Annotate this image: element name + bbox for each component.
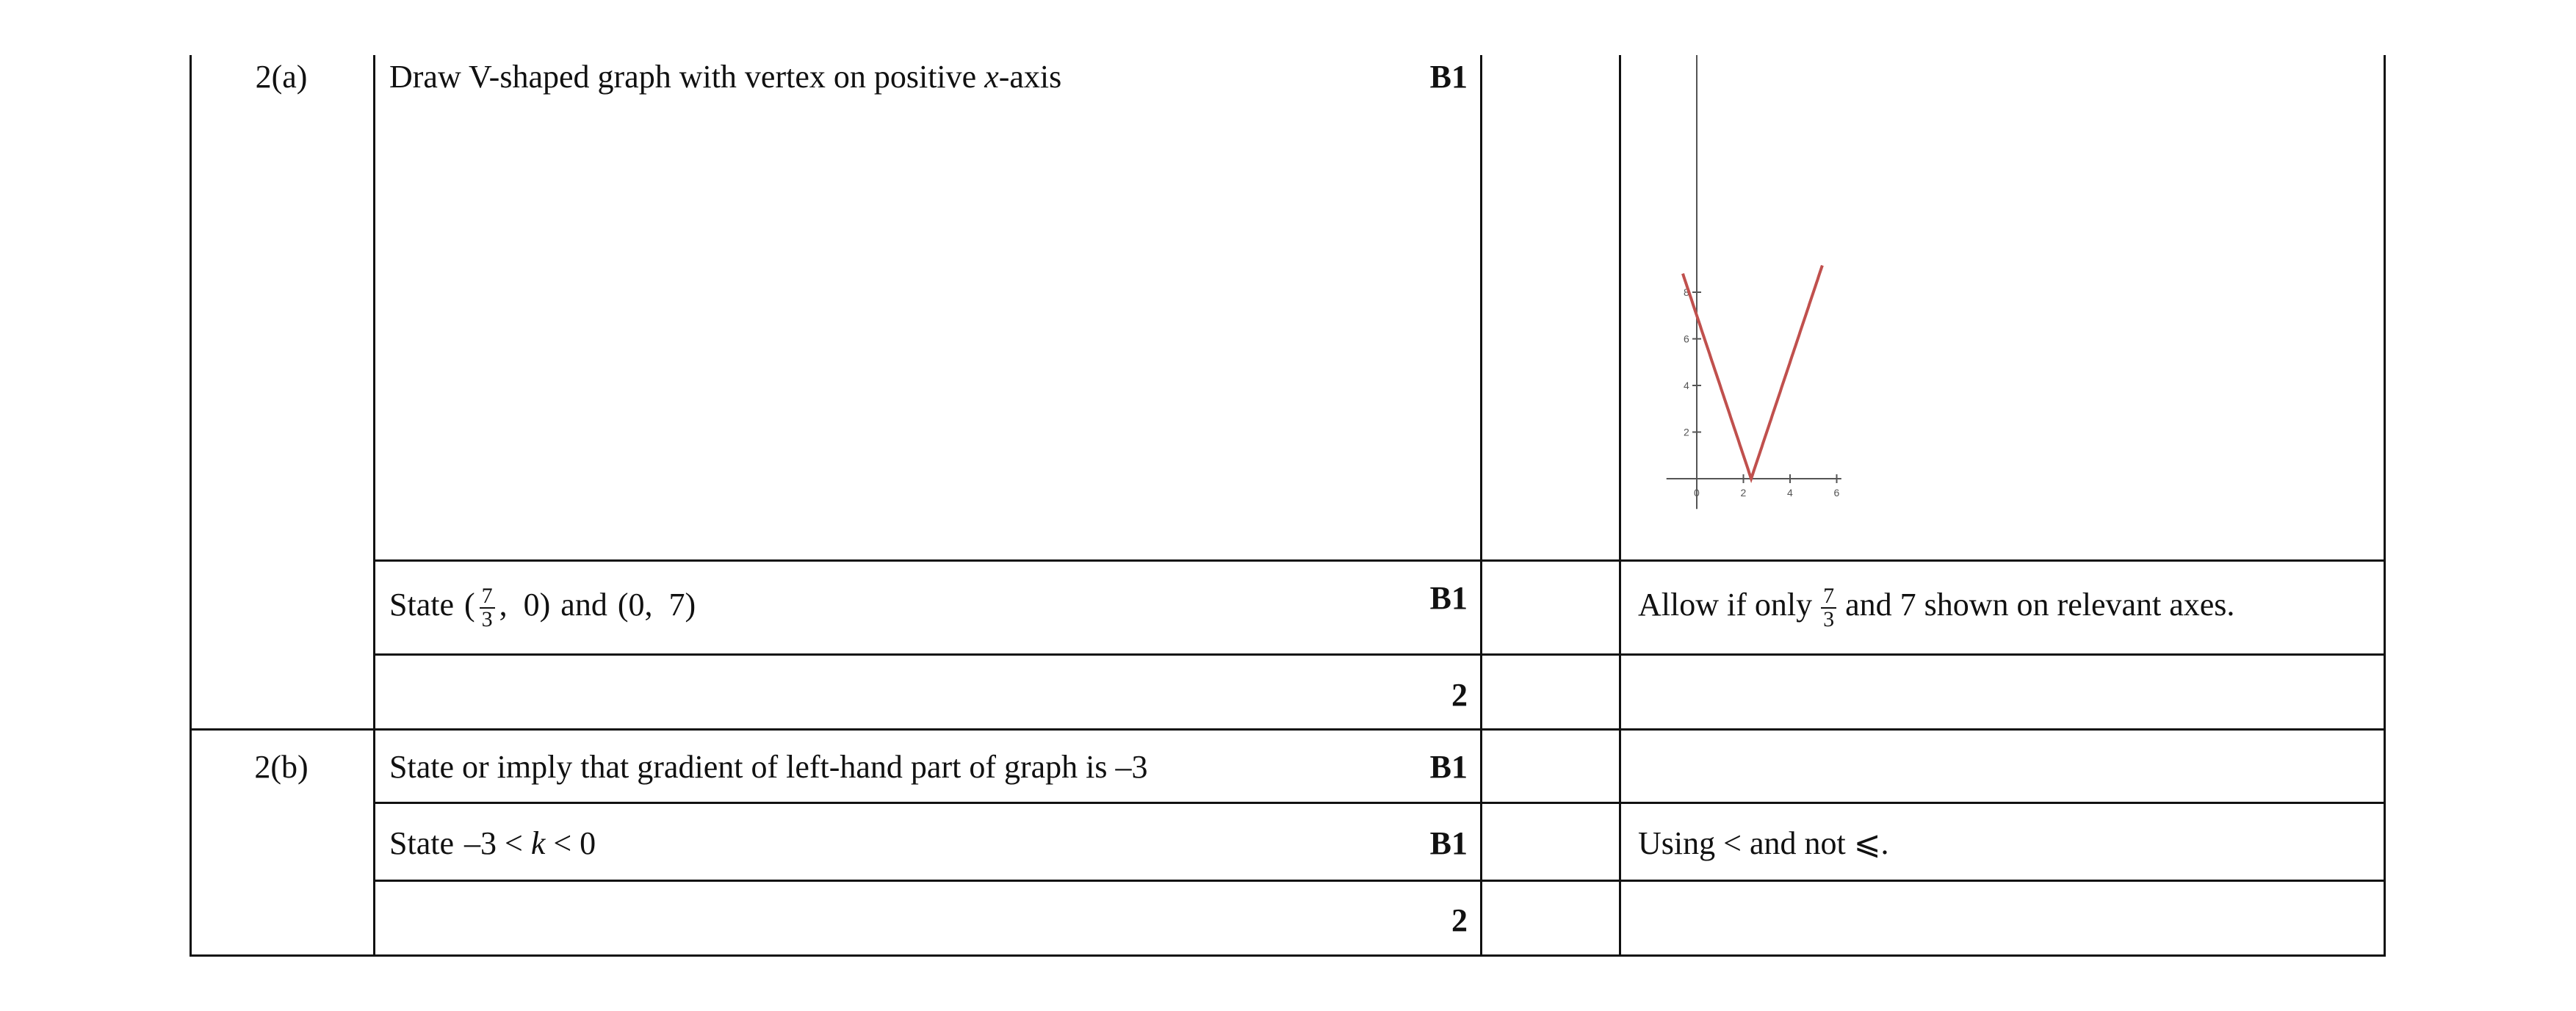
guidance-text: Allow if only xyxy=(1638,587,1813,623)
x-tick-label: 2 xyxy=(1740,487,1747,499)
state-label: State xyxy=(389,587,454,623)
question-divider xyxy=(190,728,2386,731)
guidance-text: and 7 shown on relevant axes. xyxy=(1845,587,2235,623)
row-divider xyxy=(373,653,2386,656)
answer-text: -axis xyxy=(998,59,1062,95)
graph-svg xyxy=(1621,55,2384,559)
point2: (0, 7) xyxy=(617,587,696,623)
mark-b1: B1 xyxy=(1429,59,1468,95)
v-graph xyxy=(1621,55,2384,559)
mark-b1: B1 xyxy=(1429,580,1468,616)
row-divider xyxy=(373,880,2386,882)
table-right-border xyxy=(2384,55,2386,957)
y-tick-label: 2 xyxy=(1684,426,1689,438)
and-label: and xyxy=(560,587,607,623)
table-left-border xyxy=(190,55,192,957)
answer-2b-gradient: State or imply that gradient of left-hand part of graph is –3 xyxy=(389,749,1148,785)
paren-open: ( xyxy=(463,587,475,623)
total-marks-2b: 2 xyxy=(1451,902,1468,938)
fraction-seven-thirds xyxy=(1821,585,1836,631)
inequality-right: < 0 xyxy=(545,825,596,861)
variable-x: x xyxy=(984,59,999,95)
answer-text: Draw V-shaped graph with vertex on positive xyxy=(389,59,985,95)
x-tick-label: 4 xyxy=(1787,487,1793,499)
inequality-left: –3 < xyxy=(463,825,531,861)
answer-2b-inequality xyxy=(389,827,596,860)
guidance-2b-strict-inequality: Using < and not ⩽. xyxy=(1638,825,1889,861)
table-bottom-border xyxy=(190,954,2386,957)
y-tick-label: 8 xyxy=(1684,286,1689,298)
y-tick-label: 6 xyxy=(1684,333,1689,345)
row-divider xyxy=(373,559,2386,562)
y-tick-label: 4 xyxy=(1684,380,1689,391)
question-number-2b: 2(b) xyxy=(254,749,309,785)
variable-k: k xyxy=(530,825,546,861)
answer-column-divider xyxy=(1480,55,1482,957)
guidance-2a-points xyxy=(1638,585,2234,631)
mark-scheme-table xyxy=(190,55,2386,957)
question-column-divider xyxy=(373,55,375,957)
total-marks-2a: 2 xyxy=(1451,677,1468,713)
mark-b1: B1 xyxy=(1429,825,1468,861)
fraction-seven-thirds xyxy=(480,585,495,631)
fraction-numerator: 7 xyxy=(480,585,495,609)
answer-2a-state-points xyxy=(389,585,696,631)
row-divider xyxy=(373,802,2386,804)
mark-b1: B1 xyxy=(1429,749,1468,785)
fraction-numerator: 7 xyxy=(1821,585,1836,609)
answer-2a-graph-description xyxy=(389,61,1061,93)
x-tick-label: 0 xyxy=(1694,487,1700,499)
question-number-2a: 2(a) xyxy=(255,59,308,95)
point1-rest: , 0) xyxy=(499,587,551,623)
v-shaped-curve xyxy=(1683,266,1822,479)
x-tick-label: 6 xyxy=(1833,487,1840,499)
fraction-denominator: 3 xyxy=(481,607,493,631)
state-label: State xyxy=(389,825,454,861)
fraction-denominator: 3 xyxy=(1823,607,1835,631)
